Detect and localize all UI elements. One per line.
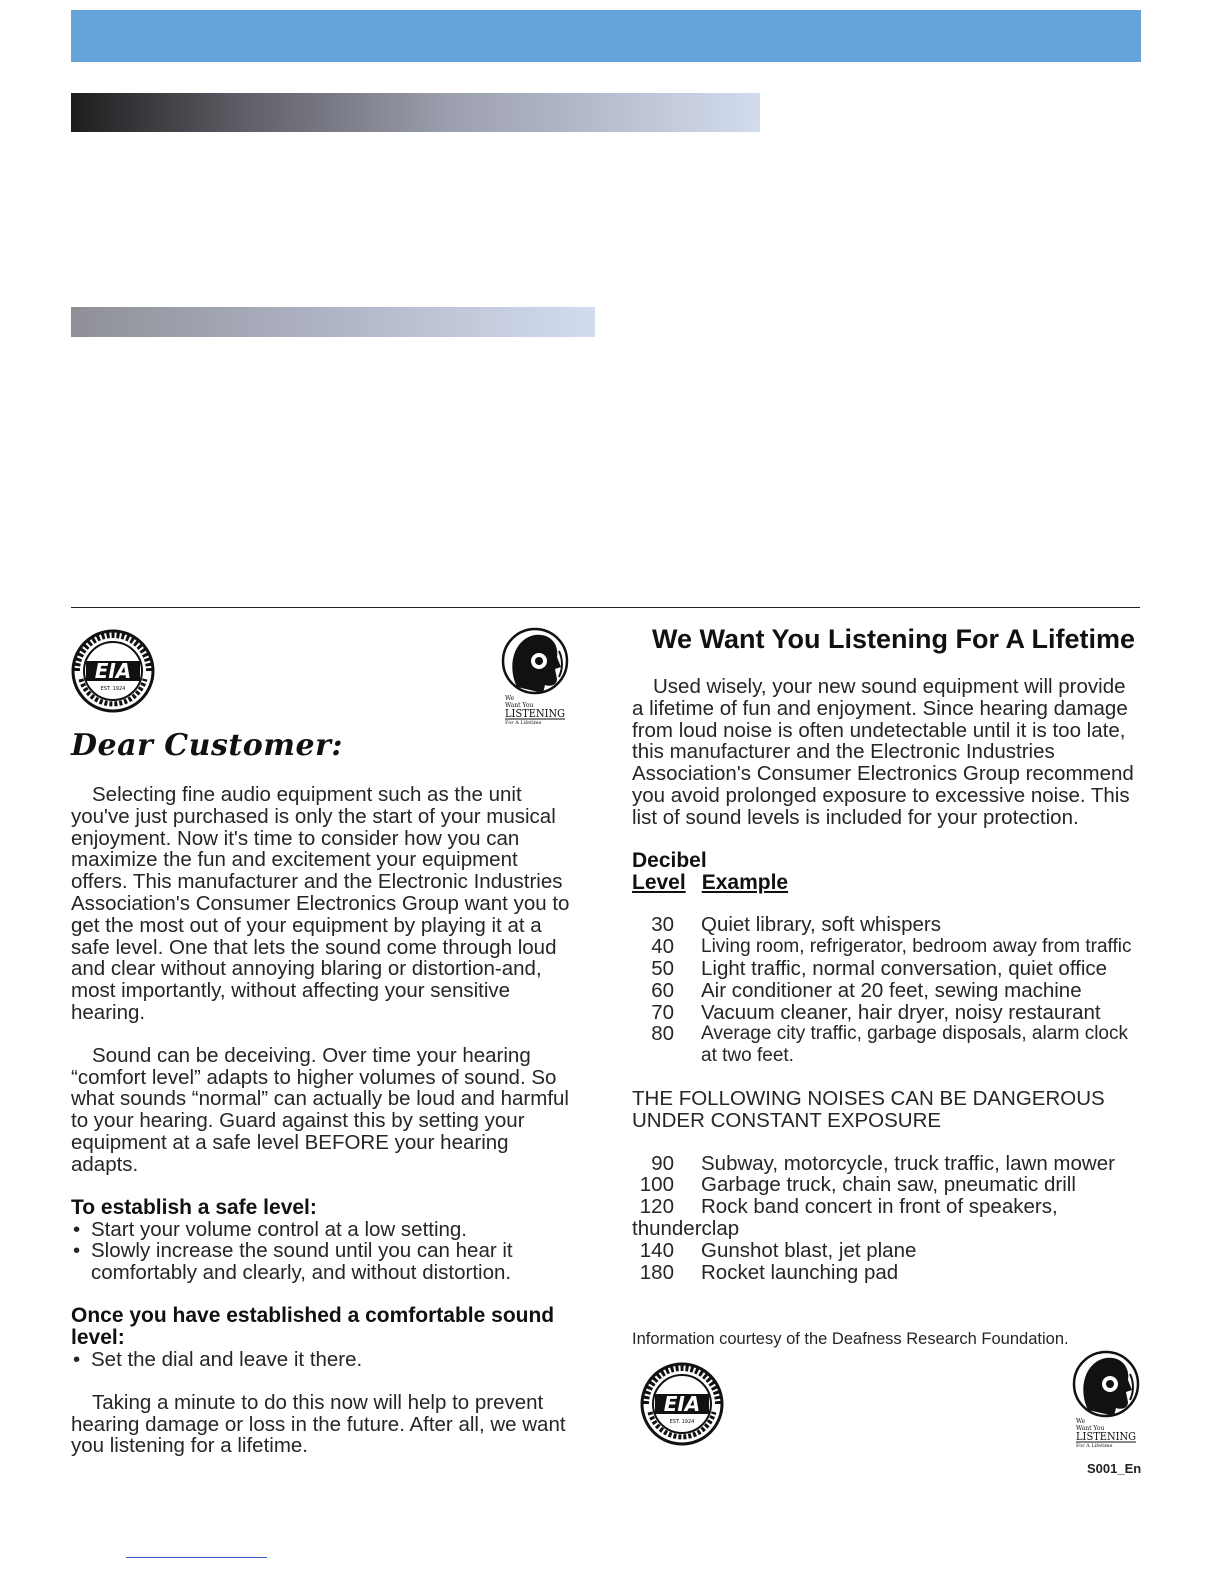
svg-text:Want You: Want You	[505, 702, 534, 709]
table-row	[632, 1174, 1137, 1196]
example-text: Quiet library, soft whispers	[701, 913, 942, 937]
closing-paragraph: Taking a minute to do this now will help to prevent hearing damage or loss in the future. After all, we want you listening for a lifetime.	[71, 1390, 566, 1458]
listening-logo	[499, 627, 569, 725]
svg-text:We: We	[1076, 1418, 1086, 1425]
level-header: Level	[632, 870, 686, 894]
svg-text:EIA: EIA	[94, 659, 132, 683]
decibel-value: 30	[651, 913, 674, 937]
section-heading-bar-1	[71, 93, 760, 132]
section-divider	[71, 607, 1140, 608]
example-text: Rocket launching pad	[701, 1260, 899, 1284]
table-row	[632, 914, 1137, 936]
decibel-value: 50	[651, 956, 674, 980]
example-text: Subway, motorcycle, truck traffic, lawn mower	[701, 1151, 1115, 1175]
safe-levels-table	[632, 914, 1137, 1067]
right-intro-paragraph: Used wisely, your new sound equipment will provide a lifetime of fun and enjoyment. Since hearing damage from loud noise is often undetectable until it is too late, this manufacturer and the Electronic Industries Association's Consumer Electronics Group recommend you avoid prolonged exposure to excessive noise. This list of sound levels is included for your protection.	[632, 675, 1134, 829]
bullet-item: • Slowly increase the sound until you can hear it comfortably and clearly, and without distortion.	[71, 1240, 576, 1284]
example-text: Vacuum cleaner, hair dryer, noisy restaurant	[701, 1000, 1101, 1024]
credit-line: Information courtesy of the Deafness Research Foundation.	[632, 1330, 1069, 1348]
section-heading-bar-2	[71, 307, 595, 337]
salutation: Dear Customer:	[71, 728, 343, 763]
svg-text:LISTENING: LISTENING	[1076, 1430, 1136, 1443]
example-header: Example	[701, 870, 789, 894]
listening-logo	[1070, 1350, 1140, 1448]
svg-text:We: We	[505, 695, 515, 702]
bullet-item: • Start your volume control at a low setting.	[71, 1219, 576, 1241]
decibel-value: 60	[651, 978, 674, 1002]
comfortable-level-heading: Once you have established a comfortable sound level:	[71, 1303, 555, 1349]
decibel-value: 140	[639, 1238, 674, 1262]
example-text: Air conditioner at 20 feet, sewing machine	[701, 978, 1082, 1002]
table-row	[632, 1002, 1137, 1024]
example-text: Average city traffic, garbage disposals, alarm clock at two feet.	[701, 1023, 1128, 1067]
left-column	[71, 784, 576, 1457]
decibel-value: 80	[651, 1022, 674, 1046]
decibel-value: 40	[651, 935, 674, 959]
table-row	[632, 1153, 1137, 1175]
svg-text:Want You: Want You	[1076, 1425, 1105, 1432]
decibel-header: Decibel	[632, 848, 707, 872]
decibel-value: 90	[651, 1151, 674, 1175]
table-row	[632, 936, 1137, 958]
wrapped-text: thunderclap	[632, 1216, 740, 1240]
table-row	[632, 980, 1137, 1002]
decibel-value: 120	[639, 1195, 674, 1219]
table-row	[632, 958, 1137, 980]
example-text: Garbage truck, chain saw, pneumatic drill	[701, 1173, 1076, 1197]
example-text: Living room, refrigerator, bedroom away from traffic	[701, 936, 1132, 958]
example-text: Rock band concert in front of speakers,	[701, 1195, 1058, 1219]
svg-text:For A Lifetime: For A Lifetime	[505, 720, 542, 725]
table-row	[632, 1240, 1137, 1262]
bullet-item: • Set the dial and leave it there.	[71, 1349, 576, 1371]
right-column	[632, 676, 1137, 1283]
table-row	[632, 1196, 1137, 1218]
eia-logo	[71, 627, 157, 715]
footer-link-underline[interactable]	[126, 1557, 267, 1558]
svg-text:For A Lifetime: For A Lifetime	[1076, 1443, 1113, 1448]
decibel-value: 180	[639, 1260, 674, 1284]
table-row	[632, 1023, 1137, 1067]
example-text: Gunshot blast, jet plane	[701, 1238, 917, 1262]
header-banner	[71, 10, 1141, 62]
table-header-row	[632, 872, 1137, 894]
svg-text:LISTENING: LISTENING	[505, 707, 565, 720]
deceiving-paragraph: Sound can be deceiving. Over time your hearing “comfort level” adapts to higher volumes of sound. So what sounds “normal” can actually be loud and harmful to your hearing. Guard against this by setting your equipment at a safe level BEFORE your hearing adapts.	[71, 1043, 569, 1176]
table-row	[632, 1262, 1137, 1284]
svg-text:EST. 1924: EST. 1924	[669, 1419, 695, 1425]
decibel-value: 70	[651, 1000, 674, 1024]
document-code: S001_En	[1087, 1461, 1142, 1476]
svg-text:EIA: EIA	[663, 1392, 701, 1416]
decibel-value: 100	[639, 1173, 674, 1197]
eia-logo	[640, 1360, 726, 1448]
example-text: Light traffic, normal conversation, quiet office	[701, 956, 1108, 980]
safe-level-heading: To establish a safe level:	[71, 1195, 317, 1219]
dangerous-levels-table	[632, 1153, 1137, 1284]
danger-heading: THE FOLLOWING NOISES CAN BE DANGEROUS UNDER CONSTANT EXPOSURE	[632, 1086, 1105, 1132]
right-title: We Want You Listening For A Lifetime	[652, 624, 1136, 654]
svg-text:EST. 1924: EST. 1924	[100, 686, 126, 692]
intro-paragraph: Selecting fine audio equipment such as the unit you've just purchased is only the start of your musical enjoyment. Now it's time to consider how you can maximize the fun and excitement your equipment offers. This manufacturer and the Electronic Industries Association's Consumer Electronics Group want you to get the most out of your equipment by playing it at a safe level. One that lets the sound come through loud and clear without annoying blaring or distortion-and, most importantly, without affecting your sensitive hearing.	[71, 783, 570, 1024]
